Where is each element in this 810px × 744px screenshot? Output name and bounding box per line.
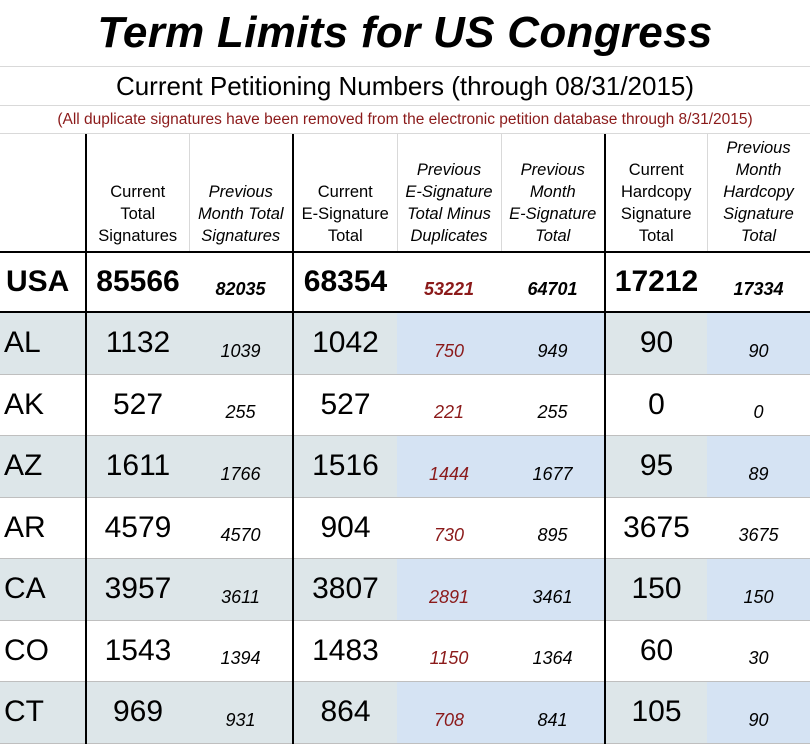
state-cell: AR: [0, 497, 86, 559]
prev-esig-minus-dup-cell: 2891: [397, 559, 501, 621]
current-esig-cell: 904: [293, 497, 397, 559]
table-row: [0, 497, 810, 559]
current-total-cell: 1611: [86, 436, 189, 498]
prev-total-cell: 4570: [189, 497, 293, 559]
current-esig-cell: 527: [293, 374, 397, 436]
current-total-cell: 3957: [86, 559, 189, 621]
current-total-cell: 527: [86, 374, 189, 436]
current-esig-cell: 1042: [293, 312, 397, 374]
prev-hardcopy-cell: 150: [707, 559, 810, 621]
current-hardcopy-cell: 0: [605, 374, 707, 436]
prev-hardcopy-cell: 90: [707, 682, 810, 744]
current-esig-cell: 1483: [293, 620, 397, 682]
prev-month-esig-cell: 3461: [501, 559, 605, 621]
prev-esig-minus-dup-cell: 1150: [397, 620, 501, 682]
header-current-esig: Current E-Signature Total: [293, 134, 397, 252]
header-current-total: Current Total Signatures: [86, 134, 189, 252]
usa-prev-esig-minus-dup: 53221: [397, 252, 501, 312]
prev-total-cell: 931: [189, 682, 293, 744]
header-prev-hardcopy: Previous Month Hardcopy Signature Total: [707, 134, 810, 252]
state-cell: AZ: [0, 436, 86, 498]
usa-state-cell: USA: [0, 252, 86, 312]
state-cell: AL: [0, 312, 86, 374]
prev-month-esig-cell: 1677: [501, 436, 605, 498]
table-row: [0, 682, 810, 744]
usa-current-esig: 68354: [293, 252, 397, 312]
prev-total-cell: 1766: [189, 436, 293, 498]
prev-esig-minus-dup-cell: 750: [397, 312, 501, 374]
prev-hardcopy-cell: 30: [707, 620, 810, 682]
prev-month-esig-cell: 949: [501, 312, 605, 374]
current-esig-cell: 1516: [293, 436, 397, 498]
prev-hardcopy-cell: 0: [707, 374, 810, 436]
current-hardcopy-cell: 95: [605, 436, 707, 498]
page-subtitle: Current Petitioning Numbers (through 08/31/2015): [0, 67, 810, 106]
current-hardcopy-cell: 60: [605, 620, 707, 682]
table-row: [0, 559, 810, 621]
current-hardcopy-cell: 90: [605, 312, 707, 374]
current-esig-cell: 864: [293, 682, 397, 744]
usa-prev-hardcopy: 17334: [707, 252, 810, 312]
current-hardcopy-cell: 105: [605, 682, 707, 744]
usa-current-hardcopy: 17212: [605, 252, 707, 312]
usa-total-row: [0, 252, 810, 312]
duplicate-note: (All duplicate signatures have been removed from the electronic petition database through 8/31/2015): [0, 106, 810, 134]
page-title: Term Limits for US Congress: [0, 0, 810, 67]
state-cell: CA: [0, 559, 86, 621]
current-hardcopy-cell: 3675: [605, 497, 707, 559]
current-total-cell: 1543: [86, 620, 189, 682]
usa-prev-month-esig: 64701: [501, 252, 605, 312]
table-row: [0, 620, 810, 682]
table-row: [0, 436, 810, 498]
current-hardcopy-cell: 150: [605, 559, 707, 621]
prev-total-cell: 255: [189, 374, 293, 436]
header-prev-esig-minus-dup: Previous E-Signature Total Minus Duplicates: [397, 134, 501, 252]
prev-month-esig-cell: 841: [501, 682, 605, 744]
prev-hardcopy-cell: 90: [707, 312, 810, 374]
prev-total-cell: 3611: [189, 559, 293, 621]
usa-current-total: 85566: [86, 252, 189, 312]
prev-esig-minus-dup-cell: 730: [397, 497, 501, 559]
current-total-cell: 969: [86, 682, 189, 744]
prev-total-cell: 1039: [189, 312, 293, 374]
header-row: [0, 134, 810, 252]
usa-prev-total: 82035: [189, 252, 293, 312]
state-cell: AK: [0, 374, 86, 436]
prev-hardcopy-cell: 3675: [707, 497, 810, 559]
table-row: [0, 312, 810, 374]
current-esig-cell: 3807: [293, 559, 397, 621]
current-total-cell: 4579: [86, 497, 189, 559]
prev-total-cell: 1394: [189, 620, 293, 682]
prev-esig-minus-dup-cell: 221: [397, 374, 501, 436]
header-state: [0, 134, 86, 252]
current-total-cell: 1132: [86, 312, 189, 374]
table-row: [0, 374, 810, 436]
prev-month-esig-cell: 895: [501, 497, 605, 559]
prev-hardcopy-cell: 89: [707, 436, 810, 498]
state-cell: CT: [0, 682, 86, 744]
prev-esig-minus-dup-cell: 1444: [397, 436, 501, 498]
header-prev-total: Previous Month Total Signatures: [189, 134, 293, 252]
prev-month-esig-cell: 1364: [501, 620, 605, 682]
petition-table: [0, 134, 810, 744]
header-prev-month-esig: Previous Month E-Signature Total: [501, 134, 605, 252]
prev-month-esig-cell: 255: [501, 374, 605, 436]
state-cell: CO: [0, 620, 86, 682]
prev-esig-minus-dup-cell: 708: [397, 682, 501, 744]
header-current-hardcopy: Current Hardcopy Signature Total: [605, 134, 707, 252]
